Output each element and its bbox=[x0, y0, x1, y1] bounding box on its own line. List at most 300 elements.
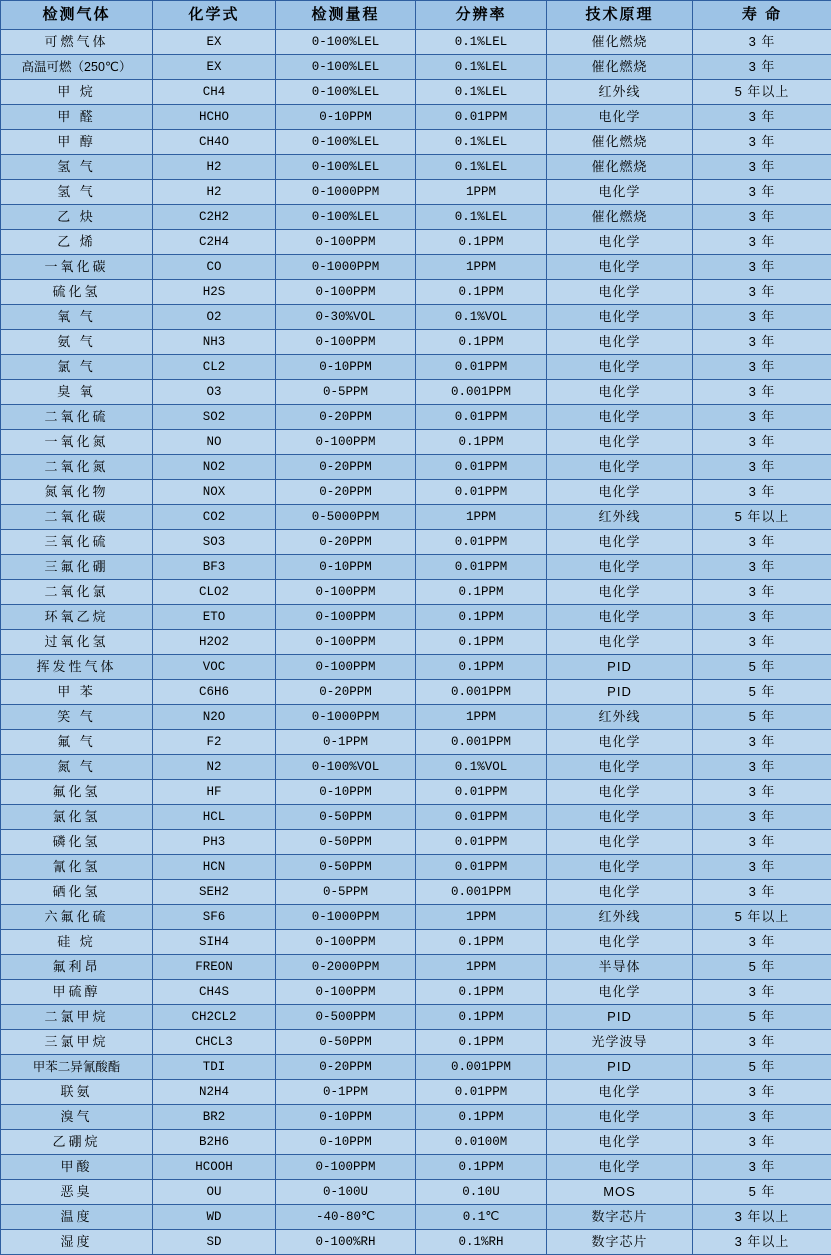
cell-formula: BR2 bbox=[153, 1105, 276, 1130]
cell-principle: PID bbox=[547, 655, 693, 680]
table-row bbox=[1, 1080, 831, 1105]
cell-gas: 一氧化氮 bbox=[1, 430, 153, 455]
cell-gas: 氯化氢 bbox=[1, 805, 153, 830]
cell-principle: 红外线 bbox=[547, 505, 693, 530]
cell-resolution: 0.001PPM bbox=[416, 730, 547, 755]
cell-resolution: 0.01PPM bbox=[416, 555, 547, 580]
cell-gas: 氮 气 bbox=[1, 755, 153, 780]
cell-resolution: 1PPM bbox=[416, 180, 547, 205]
cell-range: 0-30%VOL bbox=[276, 305, 416, 330]
cell-range: 0-10PPM bbox=[276, 105, 416, 130]
cell-principle: 数字芯片 bbox=[547, 1230, 693, 1255]
cell-resolution: 0.01PPM bbox=[416, 405, 547, 430]
cell-principle: 电化学 bbox=[547, 605, 693, 630]
cell-life: 3 年 bbox=[693, 230, 831, 255]
cell-principle: PID bbox=[547, 1055, 693, 1080]
cell-life: 3 年 bbox=[693, 1030, 831, 1055]
cell-gas: 甲苯二异氰酸酯 bbox=[1, 1055, 153, 1080]
cell-resolution: 0.1%LEL bbox=[416, 130, 547, 155]
cell-gas: 恶臭 bbox=[1, 1180, 153, 1205]
cell-formula: CHCL3 bbox=[153, 1030, 276, 1055]
cell-range: 0-10PPM bbox=[276, 1130, 416, 1155]
cell-principle: 电化学 bbox=[547, 355, 693, 380]
cell-resolution: 1PPM bbox=[416, 505, 547, 530]
cell-resolution: 0.01PPM bbox=[416, 830, 547, 855]
table-row bbox=[1, 355, 831, 380]
table-row bbox=[1, 105, 831, 130]
cell-gas: 笑 气 bbox=[1, 705, 153, 730]
cell-life: 3 年 bbox=[693, 130, 831, 155]
cell-principle: PID bbox=[547, 1005, 693, 1030]
cell-principle: 电化学 bbox=[547, 105, 693, 130]
cell-gas: 溴气 bbox=[1, 1105, 153, 1130]
cell-gas: 氮氧化物 bbox=[1, 480, 153, 505]
cell-formula: SEH2 bbox=[153, 880, 276, 905]
cell-resolution: 0.1PPM bbox=[416, 1155, 547, 1180]
cell-principle: 电化学 bbox=[547, 855, 693, 880]
cell-formula: N2O bbox=[153, 705, 276, 730]
cell-range: 0-100PPM bbox=[276, 330, 416, 355]
table-row bbox=[1, 505, 831, 530]
cell-life: 3 年 bbox=[693, 480, 831, 505]
cell-gas: 二氧化碳 bbox=[1, 505, 153, 530]
cell-life: 5 年 bbox=[693, 705, 831, 730]
table-row bbox=[1, 930, 831, 955]
cell-range: 0-100%RH bbox=[276, 1230, 416, 1255]
column-header-range: 检测量程 bbox=[276, 1, 416, 30]
cell-principle: 电化学 bbox=[547, 730, 693, 755]
cell-gas: 氢 气 bbox=[1, 180, 153, 205]
cell-formula: SF6 bbox=[153, 905, 276, 930]
cell-gas: 甲 醇 bbox=[1, 130, 153, 155]
cell-resolution: 0.1PPM bbox=[416, 1030, 547, 1055]
cell-gas: 氟利昂 bbox=[1, 955, 153, 980]
cell-resolution: 0.1%VOL bbox=[416, 305, 547, 330]
cell-resolution: 0.1PPM bbox=[416, 605, 547, 630]
cell-life: 3 年以上 bbox=[693, 1205, 831, 1230]
cell-principle: 电化学 bbox=[547, 780, 693, 805]
table-row bbox=[1, 830, 831, 855]
cell-range: 0-10PPM bbox=[276, 555, 416, 580]
cell-gas: 甲 烷 bbox=[1, 80, 153, 105]
table-row bbox=[1, 905, 831, 930]
cell-formula: NO bbox=[153, 430, 276, 455]
cell-life: 3 年 bbox=[693, 580, 831, 605]
table-row bbox=[1, 330, 831, 355]
table-row bbox=[1, 430, 831, 455]
cell-formula: CLO2 bbox=[153, 580, 276, 605]
table-row bbox=[1, 480, 831, 505]
cell-gas: 二氧化氮 bbox=[1, 455, 153, 480]
cell-life: 3 年 bbox=[693, 605, 831, 630]
cell-resolution: 0.1%LEL bbox=[416, 80, 547, 105]
cell-life: 3 年 bbox=[693, 355, 831, 380]
table-row bbox=[1, 955, 831, 980]
cell-formula: H2S bbox=[153, 280, 276, 305]
cell-range: 0-2000PPM bbox=[276, 955, 416, 980]
table-row bbox=[1, 630, 831, 655]
cell-gas: 二氧化硫 bbox=[1, 405, 153, 430]
cell-life: 5 年以上 bbox=[693, 905, 831, 930]
cell-life: 3 年 bbox=[693, 155, 831, 180]
cell-life: 3 年 bbox=[693, 830, 831, 855]
cell-resolution: 0.01PPM bbox=[416, 455, 547, 480]
cell-gas: 三氯甲烷 bbox=[1, 1030, 153, 1055]
cell-range: 0-1000PPM bbox=[276, 255, 416, 280]
column-header-principle: 技术原理 bbox=[547, 1, 693, 30]
cell-life: 5 年以上 bbox=[693, 505, 831, 530]
cell-formula: O3 bbox=[153, 380, 276, 405]
cell-range: 0-100PPM bbox=[276, 930, 416, 955]
cell-principle: 电化学 bbox=[547, 1080, 693, 1105]
cell-life: 3 年 bbox=[693, 530, 831, 555]
cell-gas: 甲硫醇 bbox=[1, 980, 153, 1005]
cell-principle: 催化燃烧 bbox=[547, 130, 693, 155]
cell-formula: VOC bbox=[153, 655, 276, 680]
cell-life: 3 年 bbox=[693, 630, 831, 655]
table-row bbox=[1, 1030, 831, 1055]
cell-gas: 温度 bbox=[1, 1205, 153, 1230]
table-row bbox=[1, 1105, 831, 1130]
cell-resolution: 0.001PPM bbox=[416, 380, 547, 405]
table-row bbox=[1, 680, 831, 705]
cell-gas: 氧 气 bbox=[1, 305, 153, 330]
cell-range: 0-10PPM bbox=[276, 1105, 416, 1130]
cell-formula: NO2 bbox=[153, 455, 276, 480]
table-row bbox=[1, 30, 831, 55]
cell-principle: 电化学 bbox=[547, 580, 693, 605]
cell-life: 3 年 bbox=[693, 455, 831, 480]
cell-resolution: 0.01PPM bbox=[416, 105, 547, 130]
cell-formula: FREON bbox=[153, 955, 276, 980]
cell-gas: 甲 醛 bbox=[1, 105, 153, 130]
cell-range: 0-100PPM bbox=[276, 980, 416, 1005]
cell-gas: 氯 气 bbox=[1, 355, 153, 380]
cell-life: 3 年 bbox=[693, 430, 831, 455]
cell-gas: 臭 氧 bbox=[1, 380, 153, 405]
cell-resolution: 0.1PPM bbox=[416, 230, 547, 255]
table-row bbox=[1, 1230, 831, 1255]
cell-resolution: 0.1PPM bbox=[416, 1105, 547, 1130]
cell-life: 3 年 bbox=[693, 380, 831, 405]
cell-principle: 电化学 bbox=[547, 630, 693, 655]
cell-range: 0-20PPM bbox=[276, 480, 416, 505]
cell-formula: NH3 bbox=[153, 330, 276, 355]
cell-range: 0-5000PPM bbox=[276, 505, 416, 530]
cell-resolution: 0.01PPM bbox=[416, 530, 547, 555]
cell-principle: 红外线 bbox=[547, 705, 693, 730]
table-row bbox=[1, 1005, 831, 1030]
cell-formula: HCHO bbox=[153, 105, 276, 130]
table-row bbox=[1, 155, 831, 180]
cell-life: 3 年 bbox=[693, 30, 831, 55]
cell-range: 0-1PPM bbox=[276, 730, 416, 755]
cell-formula: TDI bbox=[153, 1055, 276, 1080]
cell-life: 5 年以上 bbox=[693, 80, 831, 105]
cell-range: 0-100PPM bbox=[276, 605, 416, 630]
cell-formula: EX bbox=[153, 55, 276, 80]
cell-principle: 电化学 bbox=[547, 305, 693, 330]
cell-principle: 电化学 bbox=[547, 180, 693, 205]
table-row bbox=[1, 805, 831, 830]
cell-formula: HCL bbox=[153, 805, 276, 830]
cell-principle: 红外线 bbox=[547, 80, 693, 105]
table-row bbox=[1, 255, 831, 280]
cell-formula: EX bbox=[153, 30, 276, 55]
table-row bbox=[1, 655, 831, 680]
cell-range: 0-50PPM bbox=[276, 855, 416, 880]
cell-gas: 可燃气体 bbox=[1, 30, 153, 55]
cell-range: 0-100PPM bbox=[276, 630, 416, 655]
cell-principle: 电化学 bbox=[547, 980, 693, 1005]
cell-resolution: 0.1PPM bbox=[416, 280, 547, 305]
cell-gas: 二氯甲烷 bbox=[1, 1005, 153, 1030]
cell-resolution: 0.1PPM bbox=[416, 655, 547, 680]
cell-formula: SIH4 bbox=[153, 930, 276, 955]
cell-range: 0-100PPM bbox=[276, 230, 416, 255]
cell-resolution: 0.1PPM bbox=[416, 330, 547, 355]
cell-gas: 湿度 bbox=[1, 1230, 153, 1255]
cell-formula: BF3 bbox=[153, 555, 276, 580]
table-row bbox=[1, 980, 831, 1005]
cell-life: 5 年 bbox=[693, 1055, 831, 1080]
table-row bbox=[1, 580, 831, 605]
cell-principle: 电化学 bbox=[547, 380, 693, 405]
cell-range: 0-50PPM bbox=[276, 1030, 416, 1055]
cell-principle: 电化学 bbox=[547, 1105, 693, 1130]
cell-life: 5 年 bbox=[693, 655, 831, 680]
cell-principle: 电化学 bbox=[547, 405, 693, 430]
cell-range: 0-20PPM bbox=[276, 680, 416, 705]
cell-life: 3 年 bbox=[693, 305, 831, 330]
cell-resolution: 0.001PPM bbox=[416, 680, 547, 705]
cell-resolution: 0.1℃ bbox=[416, 1205, 547, 1230]
cell-formula: PH3 bbox=[153, 830, 276, 855]
cell-formula: HCOOH bbox=[153, 1155, 276, 1180]
table-row bbox=[1, 1180, 831, 1205]
cell-life: 3 年 bbox=[693, 1130, 831, 1155]
cell-formula: H2O2 bbox=[153, 630, 276, 655]
cell-principle: 电化学 bbox=[547, 1130, 693, 1155]
table-row bbox=[1, 405, 831, 430]
cell-range: 0-10PPM bbox=[276, 780, 416, 805]
table-row bbox=[1, 230, 831, 255]
cell-range: 0-100%LEL bbox=[276, 30, 416, 55]
cell-principle: 电化学 bbox=[547, 455, 693, 480]
cell-life: 3 年以上 bbox=[693, 1230, 831, 1255]
cell-formula: SD bbox=[153, 1230, 276, 1255]
cell-range: 0-100PPM bbox=[276, 1155, 416, 1180]
cell-life: 3 年 bbox=[693, 780, 831, 805]
table-body bbox=[1, 30, 831, 1255]
table-row bbox=[1, 880, 831, 905]
cell-formula: CL2 bbox=[153, 355, 276, 380]
cell-principle: 电化学 bbox=[547, 230, 693, 255]
cell-formula: N2H4 bbox=[153, 1080, 276, 1105]
cell-range: 0-100%LEL bbox=[276, 80, 416, 105]
cell-principle: 电化学 bbox=[547, 280, 693, 305]
cell-range: 0-100%LEL bbox=[276, 155, 416, 180]
cell-formula: CH4S bbox=[153, 980, 276, 1005]
cell-formula: F2 bbox=[153, 730, 276, 755]
cell-range: 0-20PPM bbox=[276, 1055, 416, 1080]
cell-range: 0-100U bbox=[276, 1180, 416, 1205]
cell-formula: C6H6 bbox=[153, 680, 276, 705]
cell-range: 0-50PPM bbox=[276, 830, 416, 855]
cell-life: 5 年 bbox=[693, 1180, 831, 1205]
cell-resolution: 0.1%LEL bbox=[416, 30, 547, 55]
table-row bbox=[1, 530, 831, 555]
cell-life: 3 年 bbox=[693, 105, 831, 130]
cell-resolution: 0.1PPM bbox=[416, 930, 547, 955]
cell-life: 3 年 bbox=[693, 205, 831, 230]
cell-formula: H2 bbox=[153, 155, 276, 180]
table-row bbox=[1, 380, 831, 405]
cell-life: 3 年 bbox=[693, 805, 831, 830]
table-row bbox=[1, 180, 831, 205]
cell-formula: HCN bbox=[153, 855, 276, 880]
cell-resolution: 0.1%RH bbox=[416, 1230, 547, 1255]
table-row bbox=[1, 780, 831, 805]
cell-resolution: 1PPM bbox=[416, 905, 547, 930]
cell-gas: 磷化氢 bbox=[1, 830, 153, 855]
cell-principle: MOS bbox=[547, 1180, 693, 1205]
table-row bbox=[1, 280, 831, 305]
cell-life: 3 年 bbox=[693, 755, 831, 780]
table-row bbox=[1, 1155, 831, 1180]
cell-formula: ETO bbox=[153, 605, 276, 630]
cell-gas: 氢 气 bbox=[1, 155, 153, 180]
cell-formula: H2 bbox=[153, 180, 276, 205]
cell-life: 5 年 bbox=[693, 955, 831, 980]
table-row bbox=[1, 455, 831, 480]
cell-range: 0-100PPM bbox=[276, 580, 416, 605]
cell-formula: C2H4 bbox=[153, 230, 276, 255]
cell-resolution: 0.1PPM bbox=[416, 980, 547, 1005]
cell-principle: 电化学 bbox=[547, 755, 693, 780]
cell-life: 3 年 bbox=[693, 730, 831, 755]
cell-formula: OU bbox=[153, 1180, 276, 1205]
cell-life: 3 年 bbox=[693, 980, 831, 1005]
cell-resolution: 0.1%LEL bbox=[416, 205, 547, 230]
table-row bbox=[1, 305, 831, 330]
column-header-resolution: 分辨率 bbox=[416, 1, 547, 30]
cell-range: 0-500PPM bbox=[276, 1005, 416, 1030]
cell-resolution: 0.01PPM bbox=[416, 480, 547, 505]
cell-gas: 六氟化硫 bbox=[1, 905, 153, 930]
cell-range: 0-1PPM bbox=[276, 1080, 416, 1105]
cell-life: 3 年 bbox=[693, 405, 831, 430]
cell-principle: 电化学 bbox=[547, 480, 693, 505]
cell-gas: 乙 炔 bbox=[1, 205, 153, 230]
column-header-life: 寿 命 bbox=[693, 1, 831, 30]
cell-principle: 催化燃烧 bbox=[547, 205, 693, 230]
column-header-formula: 化学式 bbox=[153, 1, 276, 30]
cell-life: 3 年 bbox=[693, 55, 831, 80]
cell-resolution: 0.1%LEL bbox=[416, 55, 547, 80]
cell-principle: 电化学 bbox=[547, 1155, 693, 1180]
cell-life: 3 年 bbox=[693, 555, 831, 580]
cell-gas: 乙 烯 bbox=[1, 230, 153, 255]
cell-formula: CH2CL2 bbox=[153, 1005, 276, 1030]
cell-gas: 甲酸 bbox=[1, 1155, 153, 1180]
cell-formula: C2H2 bbox=[153, 205, 276, 230]
table-row bbox=[1, 730, 831, 755]
cell-gas: 乙硼烷 bbox=[1, 1130, 153, 1155]
cell-gas: 高温可燃（250℃） bbox=[1, 55, 153, 80]
cell-formula: HF bbox=[153, 780, 276, 805]
cell-resolution: 0.01PPM bbox=[416, 1080, 547, 1105]
cell-formula: CO2 bbox=[153, 505, 276, 530]
table-row bbox=[1, 1055, 831, 1080]
cell-range: 0-10PPM bbox=[276, 355, 416, 380]
cell-gas: 硫化氢 bbox=[1, 280, 153, 305]
cell-gas: 过氧化氢 bbox=[1, 630, 153, 655]
cell-principle: 光学波导 bbox=[547, 1030, 693, 1055]
cell-gas: 一氧化碳 bbox=[1, 255, 153, 280]
cell-life: 3 年 bbox=[693, 1105, 831, 1130]
table-row bbox=[1, 55, 831, 80]
cell-gas: 挥发性气体 bbox=[1, 655, 153, 680]
cell-resolution: 0.01PPM bbox=[416, 855, 547, 880]
cell-resolution: 1PPM bbox=[416, 255, 547, 280]
cell-formula: O2 bbox=[153, 305, 276, 330]
cell-life: 3 年 bbox=[693, 180, 831, 205]
cell-life: 5 年 bbox=[693, 680, 831, 705]
cell-gas: 联氨 bbox=[1, 1080, 153, 1105]
cell-life: 3 年 bbox=[693, 1080, 831, 1105]
cell-resolution: 1PPM bbox=[416, 955, 547, 980]
cell-range: 0-100%LEL bbox=[276, 205, 416, 230]
table-row bbox=[1, 555, 831, 580]
cell-formula: B2H6 bbox=[153, 1130, 276, 1155]
cell-resolution: 0.001PPM bbox=[416, 1055, 547, 1080]
cell-resolution: 0.1%VOL bbox=[416, 755, 547, 780]
cell-range: 0-1000PPM bbox=[276, 180, 416, 205]
cell-resolution: 0.01PPM bbox=[416, 355, 547, 380]
cell-principle: 电化学 bbox=[547, 530, 693, 555]
table-row bbox=[1, 1130, 831, 1155]
table-row bbox=[1, 80, 831, 105]
cell-principle: 电化学 bbox=[547, 830, 693, 855]
cell-principle: 电化学 bbox=[547, 555, 693, 580]
cell-resolution: 0.1PPM bbox=[416, 630, 547, 655]
cell-range: 0-1000PPM bbox=[276, 705, 416, 730]
cell-life: 3 年 bbox=[693, 930, 831, 955]
cell-formula: N2 bbox=[153, 755, 276, 780]
cell-range: 0-5PPM bbox=[276, 380, 416, 405]
table-row bbox=[1, 205, 831, 230]
cell-life: 3 年 bbox=[693, 280, 831, 305]
cell-principle: PID bbox=[547, 680, 693, 705]
cell-range: 0-100PPM bbox=[276, 280, 416, 305]
cell-range: 0-100%LEL bbox=[276, 55, 416, 80]
cell-gas: 氟化氢 bbox=[1, 780, 153, 805]
cell-formula: SO3 bbox=[153, 530, 276, 555]
column-header-gas: 检测气体 bbox=[1, 1, 153, 30]
cell-gas: 硒化氢 bbox=[1, 880, 153, 905]
cell-gas: 硅 烷 bbox=[1, 930, 153, 955]
cell-gas: 氨 气 bbox=[1, 330, 153, 355]
cell-formula: CH4 bbox=[153, 80, 276, 105]
cell-resolution: 0.0100M bbox=[416, 1130, 547, 1155]
cell-gas: 三氧化硫 bbox=[1, 530, 153, 555]
cell-life: 3 年 bbox=[693, 330, 831, 355]
cell-gas: 氟 气 bbox=[1, 730, 153, 755]
cell-formula: CH4O bbox=[153, 130, 276, 155]
cell-principle: 电化学 bbox=[547, 805, 693, 830]
cell-range: 0-20PPM bbox=[276, 455, 416, 480]
